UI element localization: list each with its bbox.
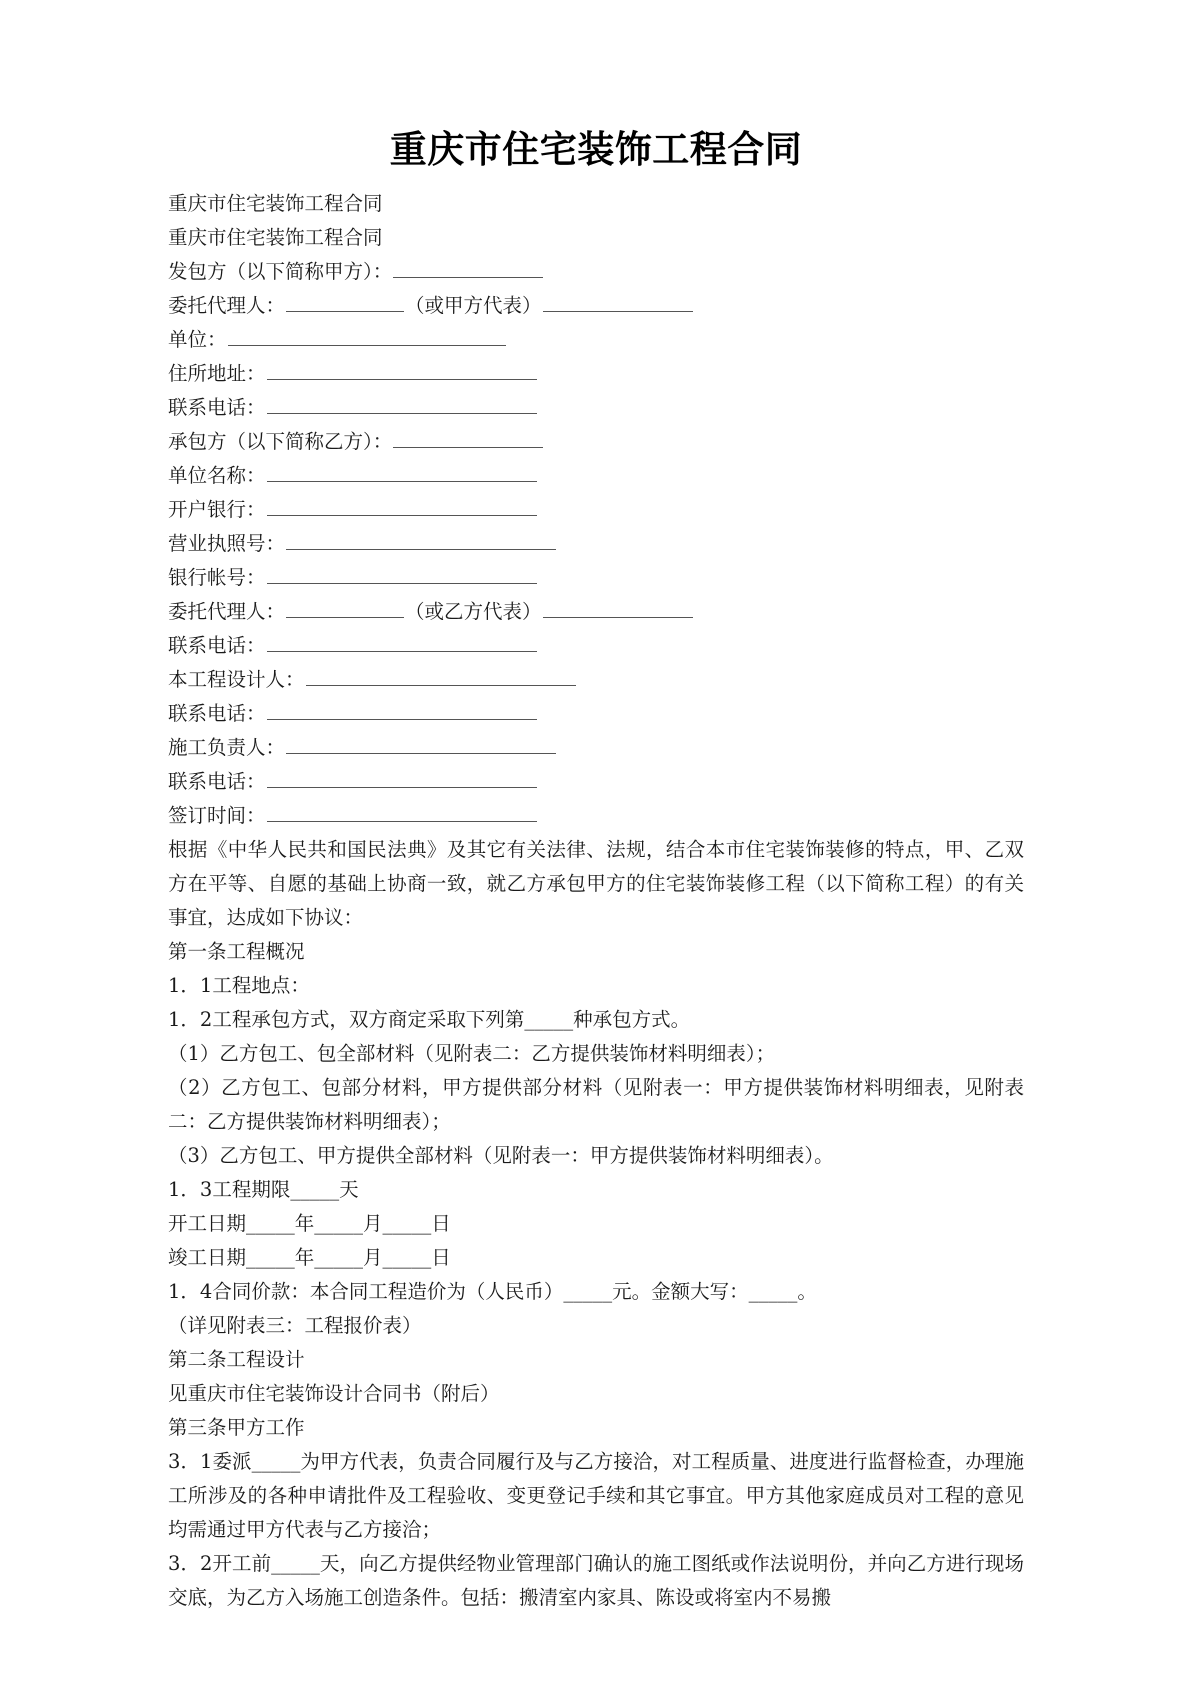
field-site-manager — [168, 731, 1024, 765]
field-phone-site-manager — [168, 765, 1024, 799]
header-line-2: 重庆市住宅装饰工程合同 — [168, 226, 383, 250]
field-party-b — [168, 425, 1024, 459]
field-label: 住所地址： — [168, 362, 266, 386]
field-phone-a — [168, 391, 1024, 425]
end-date-line: 竣工日期_____年_____月_____日 — [168, 1246, 451, 1270]
field-label: 承包方（以下简称乙方）： — [168, 430, 393, 454]
document-body — [168, 126, 1024, 1615]
field-label: 营业执照号： — [168, 532, 286, 556]
field-label: 施工负责人： — [168, 736, 286, 760]
field-sign-date — [168, 799, 1024, 833]
blank-field[interactable] — [393, 429, 543, 448]
blank-field[interactable] — [267, 701, 537, 720]
blank-field[interactable] — [267, 463, 537, 482]
blank-field[interactable] — [267, 565, 537, 584]
field-label: 联系电话： — [168, 634, 266, 658]
field-label: 联系电话： — [168, 702, 266, 726]
field-label: 单位： — [168, 328, 227, 352]
field-party-a — [168, 255, 1024, 289]
page-title: 重庆市住宅装饰工程合同 — [389, 128, 803, 171]
blank-field[interactable] — [286, 293, 404, 312]
quote-table-note: （详见附表三：工程报价表） — [168, 1314, 422, 1338]
blank-field[interactable] — [393, 259, 543, 278]
blank-field[interactable] — [267, 769, 537, 788]
field-bank-b — [168, 493, 1024, 527]
contract-option-3: （3）乙方包工、甲方提供全部材料（见附表一：甲方提供装饰材料明细表）。 — [168, 1144, 834, 1168]
blank-field[interactable] — [267, 803, 537, 822]
field-label: 委托代理人： — [168, 600, 286, 624]
field-label: 本工程设计人： — [168, 668, 305, 692]
header-line-1: 重庆市住宅装饰工程合同 — [168, 192, 383, 216]
field-label: 签订时间： — [168, 804, 266, 828]
field-agent-b — [168, 595, 1024, 629]
blank-field[interactable] — [543, 293, 693, 312]
contract-option-2: （2）乙方包工、包部分材料，甲方提供部分材料（见附表一：甲方提供装饰材料明细表，见附表二：乙方提供装饰材料明细表）； — [168, 1076, 1024, 1134]
field-label: 联系电话： — [168, 770, 266, 794]
article-one-heading: 第一条工程概况 — [168, 940, 305, 964]
field-phone-designer — [168, 697, 1024, 731]
clause-3-2: 3．2开工前_____天，向乙方提供经物业管理部门确认的施工图纸或作法说明份，并向乙方进行现场交底，为乙方入场施工创造条件。包括：搬清室内家具、陈设或将室内不易搬 — [168, 1552, 1024, 1610]
article-two-heading: 第二条工程设计 — [168, 1348, 305, 1372]
clause-1-2: 1．2工程承包方式，双方商定采取下列第_____种承包方式。 — [168, 1008, 691, 1032]
blank-field[interactable] — [267, 497, 537, 516]
blank-field[interactable] — [286, 735, 556, 754]
blank-field[interactable] — [543, 599, 693, 618]
field-license-b — [168, 527, 1024, 561]
field-phone-b — [168, 629, 1024, 663]
field-suffix: （或乙方代表） — [405, 600, 542, 624]
field-label: 单位名称： — [168, 464, 266, 488]
preamble-paragraph: 根据《中华人民共和国民法典》及其它有关法律、法规，结合本市住宅装饰装修的特点，甲、乙双方在平等、自愿的基础上协商一致，就乙方承包甲方的住宅装饰装修工程（以下简称工程）的有关事宜，达成如下协议： — [168, 838, 1024, 930]
start-date-line: 开工日期_____年_____月_____日 — [168, 1212, 451, 1236]
field-account-b — [168, 561, 1024, 595]
contract-option-1: （1）乙方包工、包全部材料（见附表二：乙方提供装饰材料明细表）； — [168, 1042, 776, 1066]
clause-1-3: 1．3工程期限_____天 — [168, 1178, 359, 1202]
field-agent-a — [168, 289, 1024, 323]
blank-field[interactable] — [228, 327, 506, 346]
field-address-a — [168, 357, 1024, 391]
field-unit-name-b — [168, 459, 1024, 493]
blank-field[interactable] — [267, 633, 537, 652]
clause-3-1: 3．1委派_____为甲方代表，负责合同履行及与乙方接洽，对工程质量、进度进行监督检查，办理施工所涉及的各种申请批件及工程验收、变更登记手续和其它事宜。甲方其他家庭成员对工程的意见均需通过甲方代表与乙方接洽； — [168, 1450, 1024, 1542]
blank-field[interactable] — [267, 361, 537, 380]
field-label: 委托代理人： — [168, 294, 286, 318]
field-unit-a — [168, 323, 1024, 357]
field-label: 联系电话： — [168, 396, 266, 420]
article-two-body: 见重庆市住宅装饰设计合同书（附后） — [168, 1382, 500, 1406]
article-three-heading: 第三条甲方工作 — [168, 1416, 305, 1440]
blank-field[interactable] — [286, 531, 556, 550]
field-suffix: （或甲方代表） — [405, 294, 542, 318]
field-label: 银行帐号： — [168, 566, 266, 590]
field-designer — [168, 663, 1024, 697]
clause-1-4: 1．4合同价款：本合同工程造价为（人民币）_____元。金额大写：_____。 — [168, 1280, 817, 1304]
field-label: 开户银行： — [168, 498, 266, 522]
blank-field[interactable] — [267, 395, 537, 414]
blank-field[interactable] — [286, 599, 404, 618]
field-label: 发包方（以下简称甲方）： — [168, 260, 393, 284]
blank-field[interactable] — [306, 667, 576, 686]
clause-1-1: 1．1工程地点： — [168, 974, 310, 998]
